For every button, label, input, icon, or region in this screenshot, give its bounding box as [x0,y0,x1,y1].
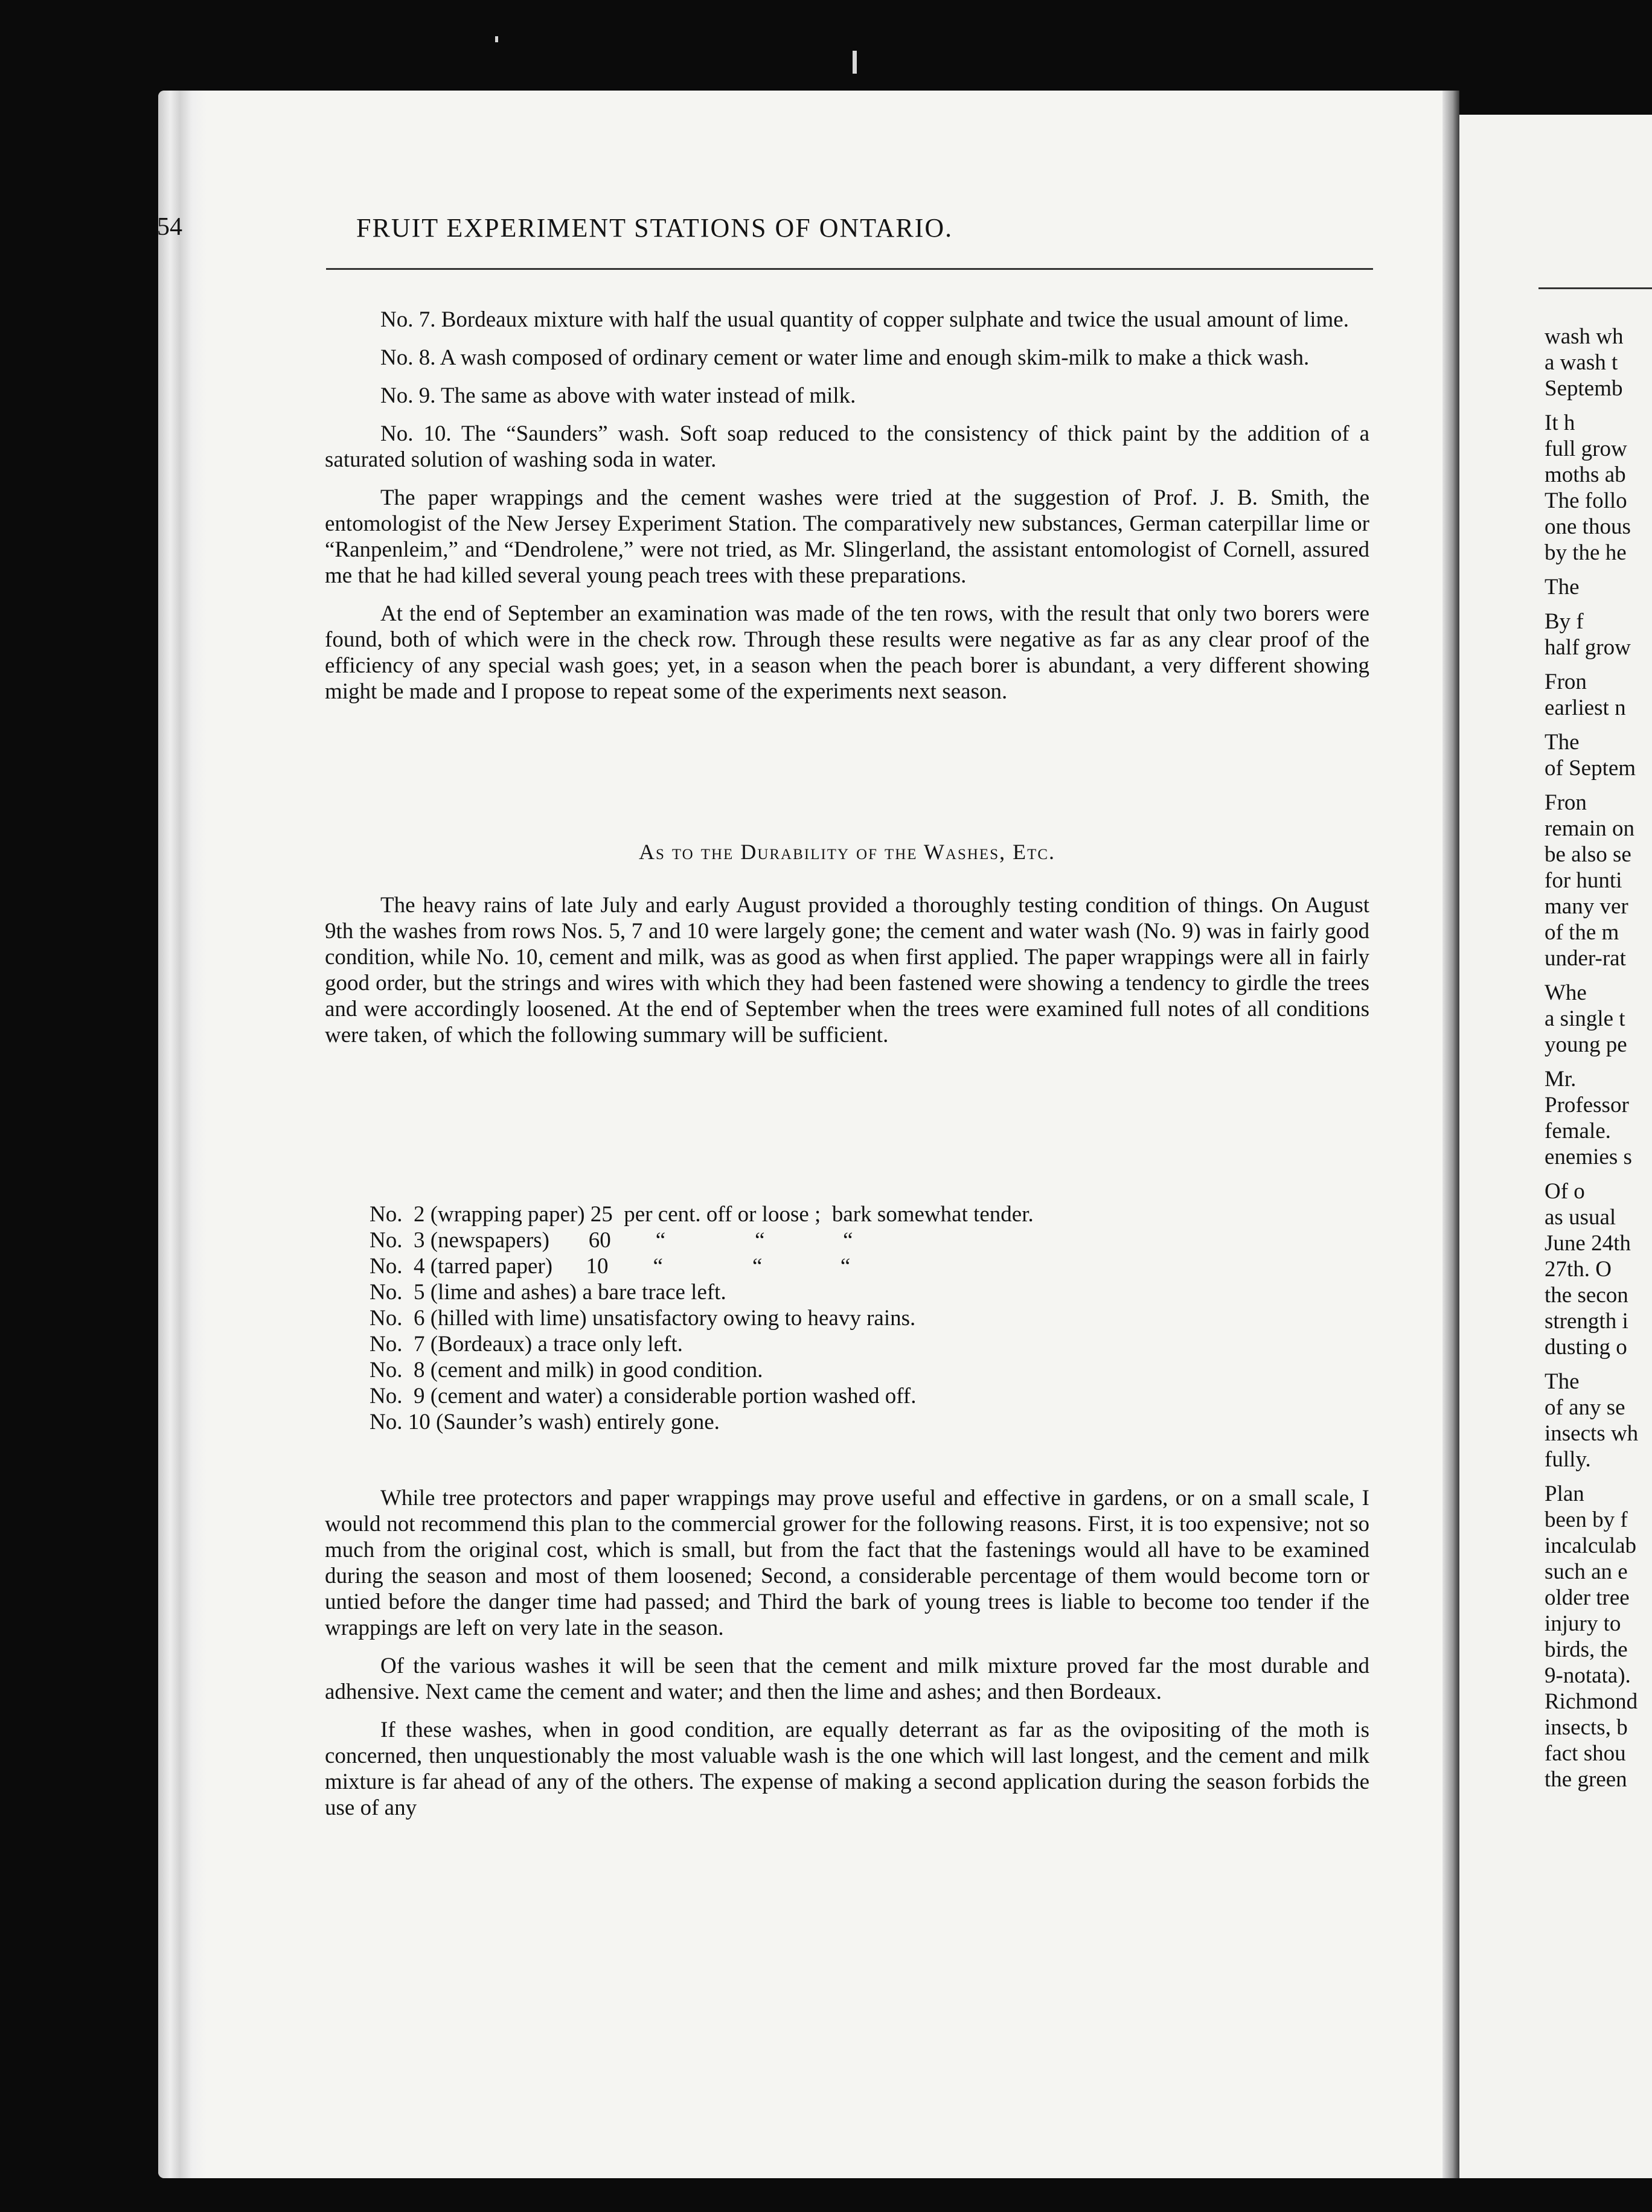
right-page-line: By f [1545,609,1584,634]
list-item [370,1409,1034,1435]
right-page-line: as usual [1545,1205,1616,1230]
right-page-line: injury to [1545,1611,1621,1636]
row-text: (hilled with lime) unsatisfactory owing to heavy rains. [430,1306,916,1331]
paragraph: The paper wrappings and the cement washes were tried at the suggestion of Prof. J. B. Smith, the entomologist of the New Jersey Experiment Station. The comparatively new substances, German caterpillar lime or “Ranpenleim,” and “Dendrolene,” were not tried, as Mr. Slingerland, the assistant entomologist of Cornell, assured me that he had killed several young peach trees with these preparations. [325,485,1369,588]
right-page-line: a single t [1545,1006,1625,1031]
book-gutter [1442,91,1459,2178]
right-page-line: 27th. O [1545,1257,1612,1282]
right-page-line: The [1545,575,1580,599]
right-page-line: half grow [1545,635,1631,660]
right-page-line: birds, the [1545,1637,1628,1662]
right-page-line: insects wh [1545,1421,1639,1446]
row-text: (lime and ashes) a bare trace left. [430,1280,726,1305]
list-item [370,1357,1034,1383]
scan-speck [853,51,857,74]
right-page-line: insects, b [1545,1715,1628,1740]
paragraph: No. 7. Bordeaux mixture with half the usual quantity of copper sulphate and twice the usual amount of lime. [380,307,1349,332]
list-item [370,1331,1034,1357]
list-item [370,1227,1034,1253]
body-top [325,307,1369,717]
row-text: (wrapping paper) 25 per cent. off or loose ; bark somewhat tender. [430,1202,1034,1227]
summary-list [370,1201,1034,1435]
right-page-line: Fron [1545,670,1587,694]
right-page-line: The [1545,730,1580,755]
right-page-line: be also se [1545,842,1631,867]
right-page-line: dusting o [1545,1335,1627,1360]
page-number: 54 [157,213,182,241]
row-number: No. 7 [370,1332,425,1357]
right-page-line: The follo [1545,488,1627,513]
right-page-line: one thous [1545,514,1631,539]
body-mid [325,892,1369,1060]
right-page-line: such an e [1545,1559,1628,1584]
paragraph: No. 9. The same as above with water instead of milk. [380,383,856,408]
right-page-line: of any se [1545,1395,1625,1420]
paragraph: If these washes, when in good condition, are equally deterrant as far as the ovipositing of the moth is concerned, then unquestionably the most valuable wash is the one which will last longest, and the cement and milk mixture is far ahead of any of the others. The expense of making a second application during the season forbids the use of any [325,1718,1369,1820]
right-page-line: Plan [1545,1482,1584,1506]
right-page-line: Professor [1545,1093,1629,1117]
row-text: (newspapers) 60 “ “ “ [430,1228,853,1253]
right-page-line: under-rat [1545,946,1626,971]
right-page-line: fully. [1545,1447,1591,1472]
paragraph: Of the various washes it will be seen that the cement and milk mixture proved far the most durable and adhensive. Next came the cement and water; and then the lime and ashes; and then Bordeaux. [325,1654,1369,1704]
right-page-line: fact shou [1545,1741,1626,1766]
right-page-line: The [1545,1369,1580,1394]
list-item [370,1279,1034,1305]
right-page-line: remain on [1545,816,1634,841]
right-page-line: moths ab [1545,462,1626,487]
right-page-line: many ver [1545,894,1628,919]
right-page-line: young pe [1545,1032,1627,1057]
row-number: No. 8 [370,1358,425,1382]
row-number: No. 9 [370,1384,425,1408]
right-page-line: the secon [1545,1283,1628,1308]
paragraph: The heavy rains of late July and early August provided a thoroughly testing condition of things. On August 9th the washes from rows Nos. 5, 7 and 10 were largely gone; the cement and water wash (No. 9) was in fairly good condition, while No. 10, cement and milk, was as good as when first applied. The paper wrappings were all in fairly good order, but the strings and wires with which they had been fastened were showing a tendency to girdle the trees and were accordingly loosened. At the end of September when the trees were examined full notes of all conditions were taken, of which the following summary will be sufficient. [325,893,1369,1047]
section-heading: As to the Durability of the Washes, Etc. [638,840,1056,864]
right-page-line: 9-notata). [1545,1663,1631,1688]
right-page-line: by the he [1545,540,1627,565]
row-number: No. 5 [370,1280,425,1305]
list-item [370,1305,1034,1331]
right-page-line: earliest n [1545,695,1626,720]
right-page-line: Of o [1545,1179,1585,1204]
paragraph: At the end of September an examination was made of the ten rows, with the result that only two borers were found, both of which were in the check row. Through these results were negative as far as any clear proof of the efficiency of any special wash goes; yet, in a season when the peach borer is abundant, a very different showing might be made and I propose to repeat some of the experiments next season. [325,601,1369,704]
right-page-line: Fron [1545,790,1587,815]
right-page-line: been by f [1545,1507,1628,1532]
row-text: (Bordeaux) a trace only left. [430,1332,683,1357]
paragraph: No. 8. A wash composed of ordinary cement or water lime and enough skim-milk to make a thick wash. [380,345,1310,370]
paragraph: While tree protectors and paper wrappings may prove useful and effective in gardens, or on a small scale, I would not recommend this plan to the commercial grower for the following reasons. First, it is too expensive; not so much from the original cost, which is small, but from the fact that the fastenings would all have to be examined during the season and most of them loosened; Second, a considerable percentage of them would become torn or untied before the danger time had passed; and Third the bark of young trees is liable to become too tender if the wrappings are left on very late in the season. [325,1486,1369,1640]
page-edge-shadow [158,91,206,2178]
row-text: (cement and milk) in good condition. [430,1358,763,1382]
header-rule [326,268,1373,270]
right-page-line: strength i [1545,1309,1628,1334]
right-page-line: of Septem [1545,756,1636,781]
right-page-column [1545,324,1652,1792]
right-page-line: wash wh [1545,324,1624,349]
row-number: No. 2 [370,1202,425,1227]
right-page-line: Septemb [1545,376,1623,401]
right-page-line: Mr. [1545,1067,1577,1092]
row-number: No. 10 [370,1410,431,1434]
right-page-line: of the m [1545,920,1619,945]
right-page-line: female. [1545,1119,1611,1143]
right-page-line: It h [1545,411,1575,435]
row-number: No. 6 [370,1306,425,1331]
list-item [370,1253,1034,1279]
list-item [370,1383,1034,1409]
list-item [370,1201,1034,1227]
right-page-line: incalculab [1545,1533,1637,1558]
row-number: No. 4 [370,1254,425,1279]
row-text: (Saunder’s wash) entirely gone. [435,1410,720,1434]
right-page-line: Whe [1545,980,1587,1005]
right-page-rule [1538,287,1652,289]
right-page-line: June 24th [1545,1231,1631,1256]
row-text: (cement and water) a considerable portion washed off. [430,1384,917,1408]
right-page-line: the green [1545,1767,1627,1792]
right-page-line: Richmond [1545,1689,1638,1714]
right-page-line: for hunti [1545,868,1622,893]
scan-speck [495,36,498,42]
body-bottom [325,1485,1369,1833]
row-number: No. 3 [370,1228,425,1253]
row-text: (tarred paper) 10 “ “ “ [430,1254,851,1279]
running-title: FRUIT EXPERIMENT STATIONS OF ONTARIO. [356,213,953,243]
right-page-line: enemies s [1545,1145,1632,1169]
right-page-line: full grow [1545,436,1627,461]
paragraph: No. 10. The “Saunders” wash. Soft soap reduced to the consistency of thick paint by the addition of a saturated solution of washing soda in water. [325,421,1369,472]
right-page-line: a wash t [1545,350,1618,375]
right-page-line: older tree [1545,1585,1630,1610]
